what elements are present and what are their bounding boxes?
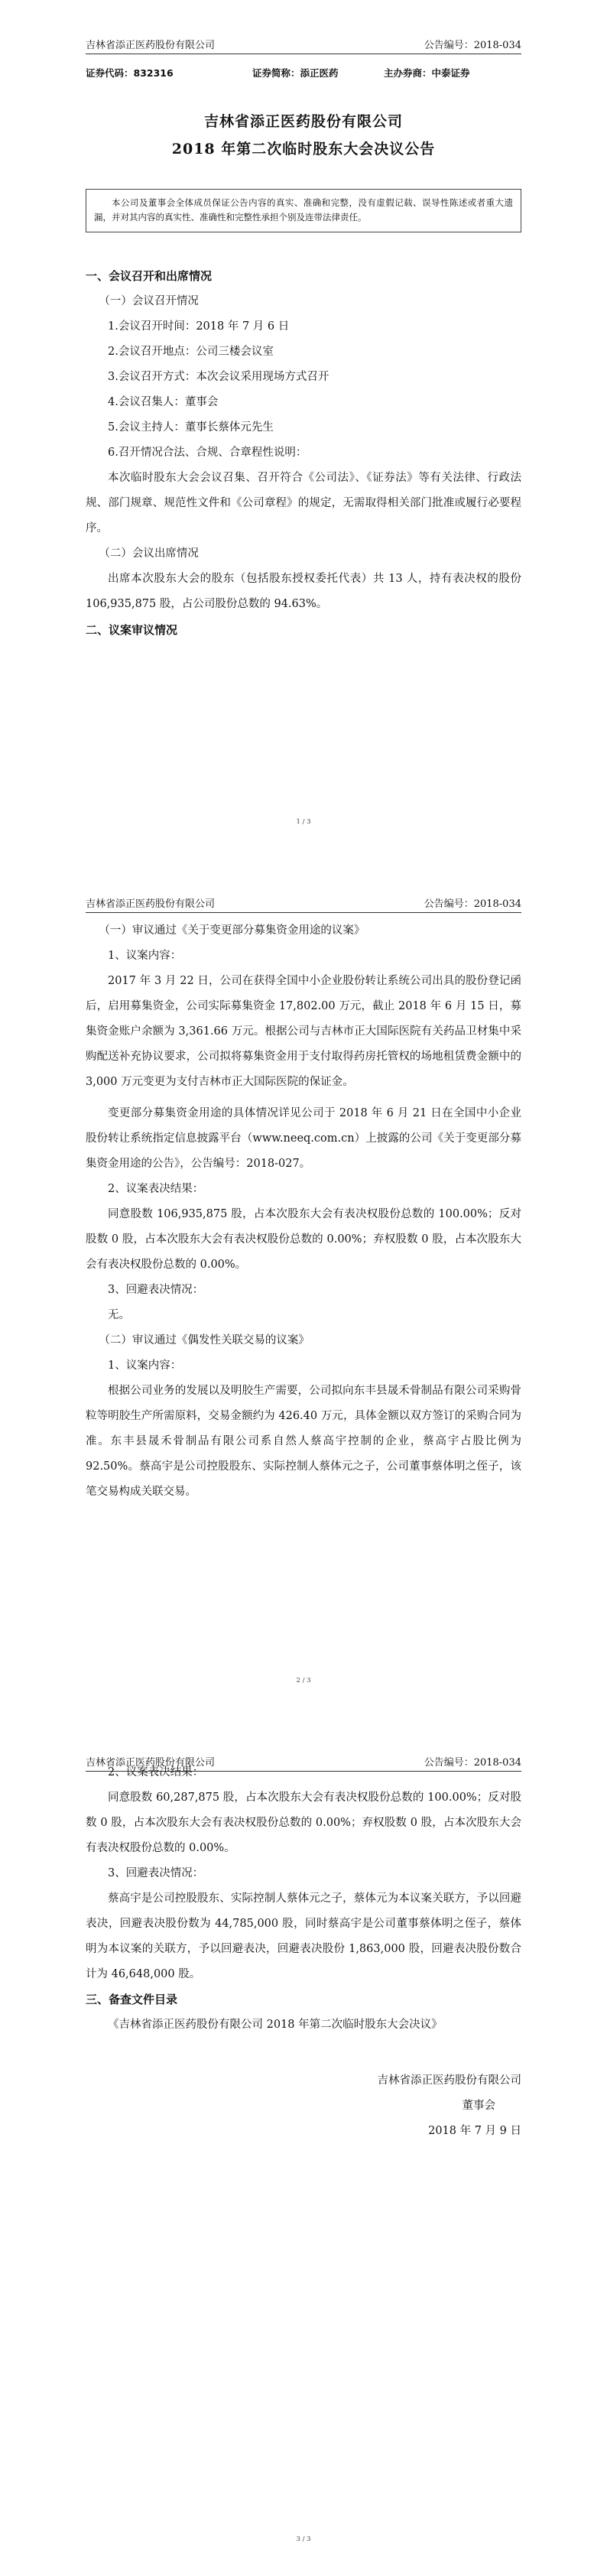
page-number: 3 / 3 [296,2535,311,2543]
section-heading: 三、备查文件目录 [86,1993,178,2006]
recusal-heading: 3、回避表决情况： [108,1284,204,1296]
vote-result: 同意股数 106,935,875 股，占本次股东大会有表决权股份总数的 100.00%；反对股数 0 股，占本次股东大会有表决权股份总数的 0.00%；弃权股数 0 股，占本次股东大会有表决权股份总数的 0.00%。 [86,1208,521,1271]
motion-content: 根据公司业务的发展以及明胶生产需要，公司拟向东丰县晟禾骨制品有限公司采购骨粒等明胶生产所需原料，交易金额约为 426.40 万元，具体金额以双方签订的采购合同为准。东丰县晟禾骨制品有限公司系自然人蔡高宇控制的企业，蔡高宇占股比例为 92.50%。蔡高宇是公司控股股东、实际控制人蔡体元之子，公司董事蔡体明之侄子，该笔交易构成关联交易。 [86,1385,521,1498]
document-title: 吉林省添正医药股份有限公司 [203,113,403,130]
meeting-method: 3.会议召开方式：本次会议采用现场方式召开 [108,371,329,383]
attendance-text: 出席本次股东大会的股东（包括股东授权委托代表）共 13 人，持有表决权的股份 106,935,875 股，占公司股份总数的 94.63%。 [86,573,521,610]
securities-code: 证券代码：832316 [86,67,174,79]
content-heading: 1、议案内容： [108,1359,182,1372]
recusal-heading: 3、回避表决情况： [108,1867,204,1879]
header-announcement-no: 公告编号：2018-034 [424,1757,521,1769]
header-company: 吉林省添正医药股份有限公司 [86,1757,216,1769]
compliance-text: 本次临时股东大会会议召集、召开符合《公司法》、《证券法》等有关法律、行政法规、部门规章、规范性文件和《公司章程》的规定，无需取得相关部门批准或履行必要程序。 [86,472,521,534]
motion-heading: （二）审议通过《偶发性关联交易的议案》 [99,1334,310,1346]
signature-company: 吉林省添正医药股份有限公司 [377,2074,521,2087]
meeting-location: 2.会议召开地点：公司三楼会议室 [108,346,274,358]
vote-heading: 2、议案表决结果： [108,1183,204,1195]
securities-short-name: 证券简称：添正医药 [252,67,339,79]
page-1 [0,0,607,859]
signature-board: 董事会 [462,2100,495,2112]
section-heading: 一、会议召开和出席情况 [86,269,213,283]
content-heading: 1、议案内容： [108,950,182,962]
meeting-convener: 4.会议召集人：董事会 [108,396,219,408]
page-number: 1 / 3 [296,818,311,826]
header-announcement-no: 公告编号：2018-034 [424,898,521,910]
header-announcement-no: 公告编号：2018-034 [424,40,521,51]
motion-content-details: 变更部分募集资金用途的具体情况详见公司于 2018 年 6 月 21 日在全国中小企业股份转让系统指定信息披露平台（www.neeq.com.cn）上披露的公司《关于变更部分募集资金用途的公告》，公告编号：2018-027。 [86,1107,521,1170]
securities-broker: 主办券商：中泰证券 [384,67,470,79]
vote-heading: 2、议案表决结果： [108,1766,204,1779]
page-body [86,64,521,638]
reference-document: 《吉林省添正医药股份有限公司 2018 年第二次临时股东大会决议》 [108,2019,443,2031]
page-header [86,37,521,54]
recusal-text: 蔡高宇是公司控股股东、实际控制人蔡体元之子，蔡体元为本议案关联方，予以回避表决，回避表决股份数为 44,785,000 股，同时蔡高宇是公司董事蔡体明之侄子，蔡体明为本议案的关联方，予以回避表决，回避表决股份 1,863,000 股，回避表决股份数合计为 46,648,000 股。 [86,1892,521,1980]
subsection-heading: （一）会议召开情况 [99,295,199,307]
motion-heading: （一）审议通过《关于变更部分募集资金用途的议案》 [99,924,365,937]
meeting-chair: 5.会议主持人：董事长蔡体元先生 [108,421,274,434]
disclaimer-box: 本公司及董事会全体成员保证公告内容的真实、准确和完整，没有虚假记载、误导性陈述或者重大遗漏，并对其内容的真实性、准确性和完整性承担个别及连带法律责任。 [86,189,521,232]
section-heading: 二、议案审议情况 [86,623,178,637]
page-body [86,1760,521,2144]
securities-info [86,64,521,84]
header-company: 吉林省添正医药股份有限公司 [86,40,216,51]
page-3 [0,1717,607,2576]
document-subtitle: 2018 年第二次临时股东大会决议公告 [171,141,436,158]
subsection-heading: （二）会议出席情况 [99,547,199,560]
header-company: 吉林省添正医药股份有限公司 [86,898,216,910]
signature-date: 2018 年 7 月 9 日 [428,2125,521,2137]
motion-content: 2017 年 3 月 22 日，公司在获得全国中小企业股份转让系统公司出具的股份登记函后，启用募集资金，公司实际募集资金 17,802.00 万元，截止 2018 年 6 月 15 日，募集资金账户余额为 3,361.66 万元。根据公司与吉林市正大国际医院有关药品卫材集中采购配送补充协议要求，公司拟将募集资金用于支付取得药房托管权的场地租赁费金额中的 3,000 万元变更为支付吉林市正大国际医院的保证金。 [86,975,521,1088]
page-number: 2 / 3 [296,1677,311,1684]
meeting-time: 1.会议召开时间：2018 年 7 月 6 日 [108,320,290,333]
page-2 [0,859,607,1717]
page-header [86,895,521,913]
page-body [86,918,521,1505]
recusal-text: 无。 [108,1309,130,1321]
compliance-heading: 6.召开情况合法、合规、合章程性说明： [108,447,307,459]
vote-result: 同意股数 60,287,875 股，占本次股东大会有表决权股份总数的 100.00%；反对股数 0 股，占本次股东大会有表决权股份总数的 0.00%；弃权股数 0 股，占本次股东大会有表决权股份总数的 0.00%。 [86,1792,521,1854]
